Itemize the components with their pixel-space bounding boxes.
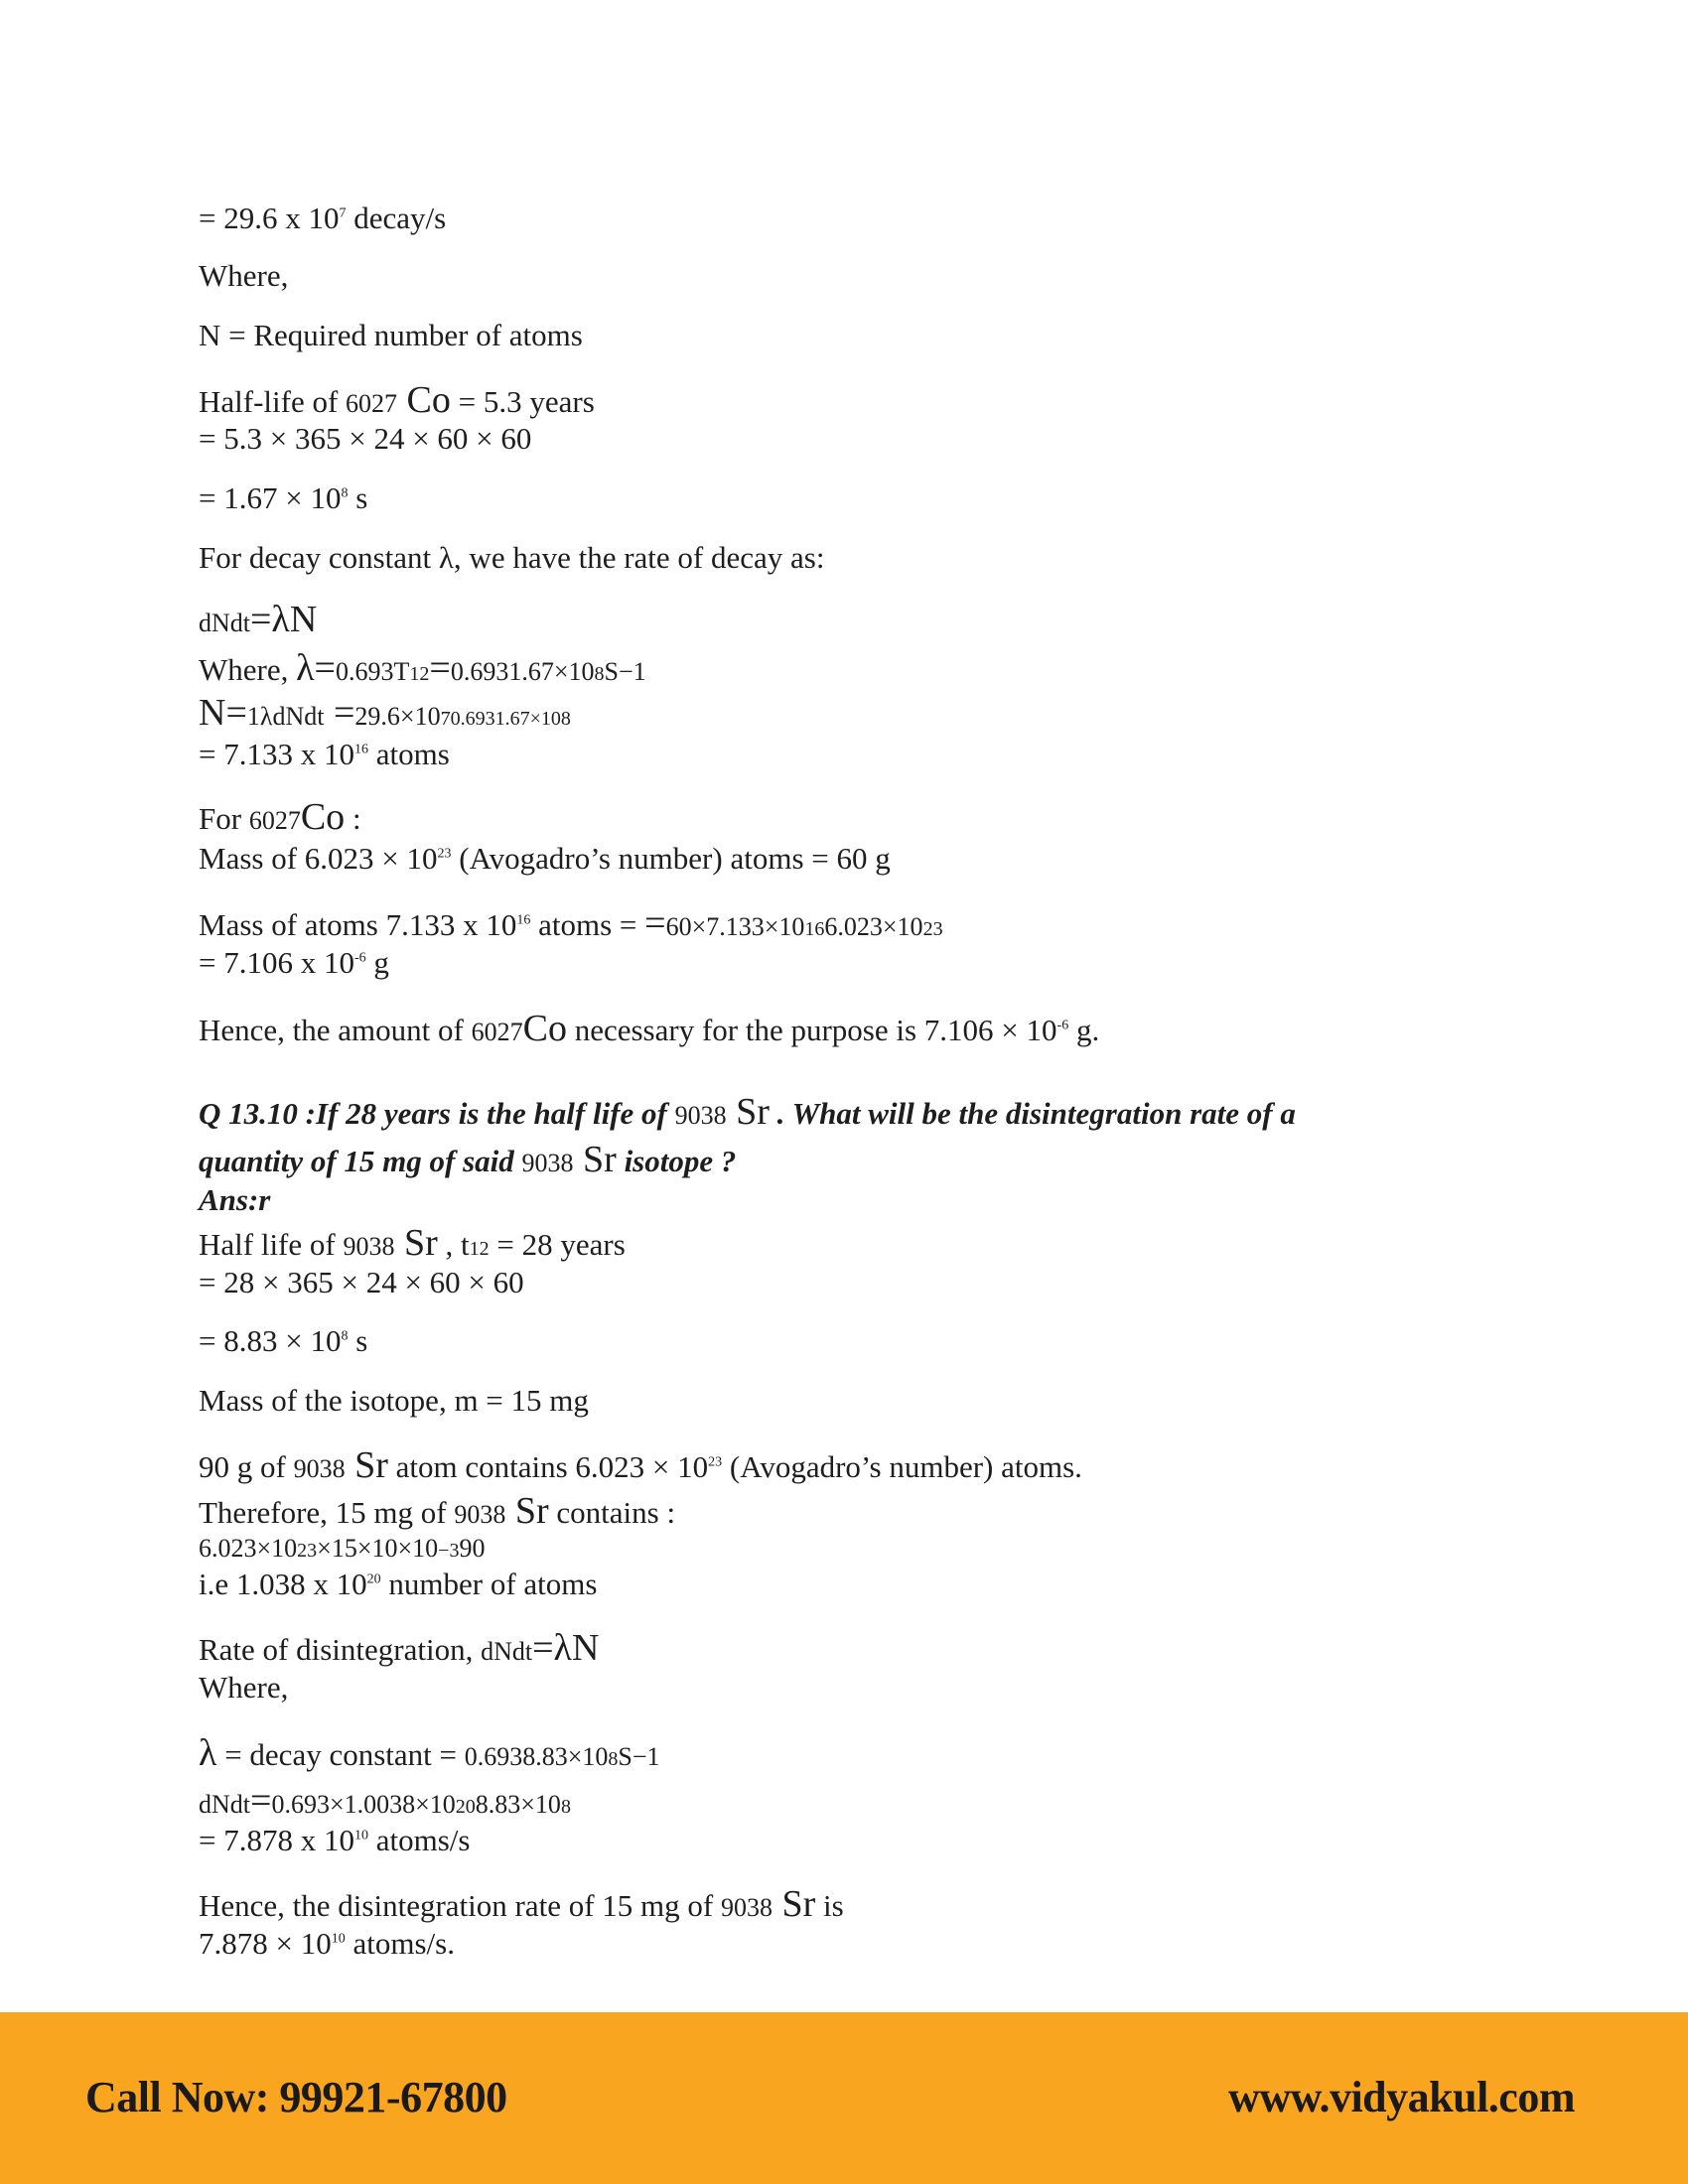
formula-line: 6.023×1023×15×10×10−390 [199,1534,486,1563]
text-line: For decay constant λ, we have the rate of decay as: [199,540,825,575]
text-line: = 7.133 x $10^{16}$ atoms [199,737,450,771]
phone-link[interactable]: Call Now: 99921-67800 [85,2073,507,2121]
text-line: Where, [199,258,289,293]
formula-line: λ = decay constant = 0.6938.83×108S−1 [199,1732,660,1774]
text-line: Mass of $6.023 \times 10^{23}$ (Avogadro’s number) atoms = 60 g [199,841,891,876]
formula-line: dNdt=0.693×1.0038×10208.83×108 [199,1780,571,1822]
formula-line: dNdt=λN [199,599,318,640]
answer-label: Ans:r [199,1182,271,1217]
text-line: Half life of 9038 Sr , t12 = 28 years [199,1222,626,1264]
formula-line: Rate of disintegration, dNdt=λN [199,1627,600,1669]
text-line: = $8.83 \times 10^8$ s [199,1323,368,1358]
text-line: = 5.3 × 365 × 24 × 60 × 60 [199,421,532,456]
text-line: Half-life of 6027 Co = 5.3 years [199,379,595,421]
formula-line: Mass of atoms 7.133 x $10^{16}$ atoms = =60×7.133×10166.023×1023 [199,902,943,944]
formula-line: N=1λdNdt =29.6×1070.6931.67×108 [199,692,571,734]
footer-bar [0,2012,1688,2184]
text-line: Hence, the disintegration rate of 15 mg of 9038 Sr is [199,1883,844,1925]
text-line: N = Required number of atoms [199,318,583,352]
text-line: 90 g of 9038 Sr atom contains $6.023 \times 10^{23}$ (Avogadro’s number) atoms. [199,1444,1082,1486]
question-line: Q 13.10 :If 28 years is the half life of 9038 Sr . What will be the disintegration rate of a [199,1091,1296,1133]
text-line: = 29.6 x $10^7$ decay/s [199,201,447,235]
text-line: = $1.67 \times 10^8$ s [199,480,368,515]
text-line: Where, [199,1670,289,1705]
formula-line: Where, λ=0.693T12=0.6931.67×108S−1 [199,647,646,689]
text-line: $7.878 \times 10^{10}$ atoms/s. [199,1926,455,1961]
text-line: = 7.878 x $10^{10}$ atoms/s [199,1823,471,1857]
text-line: Therefore, 15 mg of 9038 Sr contains : [199,1490,676,1532]
text-line: For 6027Co : [199,796,361,838]
question-line: quantity of 15 mg of said 9038 Sr isotope ? [199,1139,737,1180]
text-line: = 7.106 x $10^{-6}$ g [199,945,389,980]
text-line: Mass of the isotope, m = 15 mg [199,1383,589,1418]
website-link[interactable]: www.vidyakul.com [1228,2073,1575,2121]
text-line: = 28 × 365 × 24 × 60 × 60 [199,1265,524,1299]
text-line: Hence, the amount of 6027Co necessary for the purpose is $7.106 \times 10^{-6}$ g. [199,1008,1100,1049]
text-line: i.e 1.038 x $10^{20}$ number of atoms [199,1567,598,1601]
